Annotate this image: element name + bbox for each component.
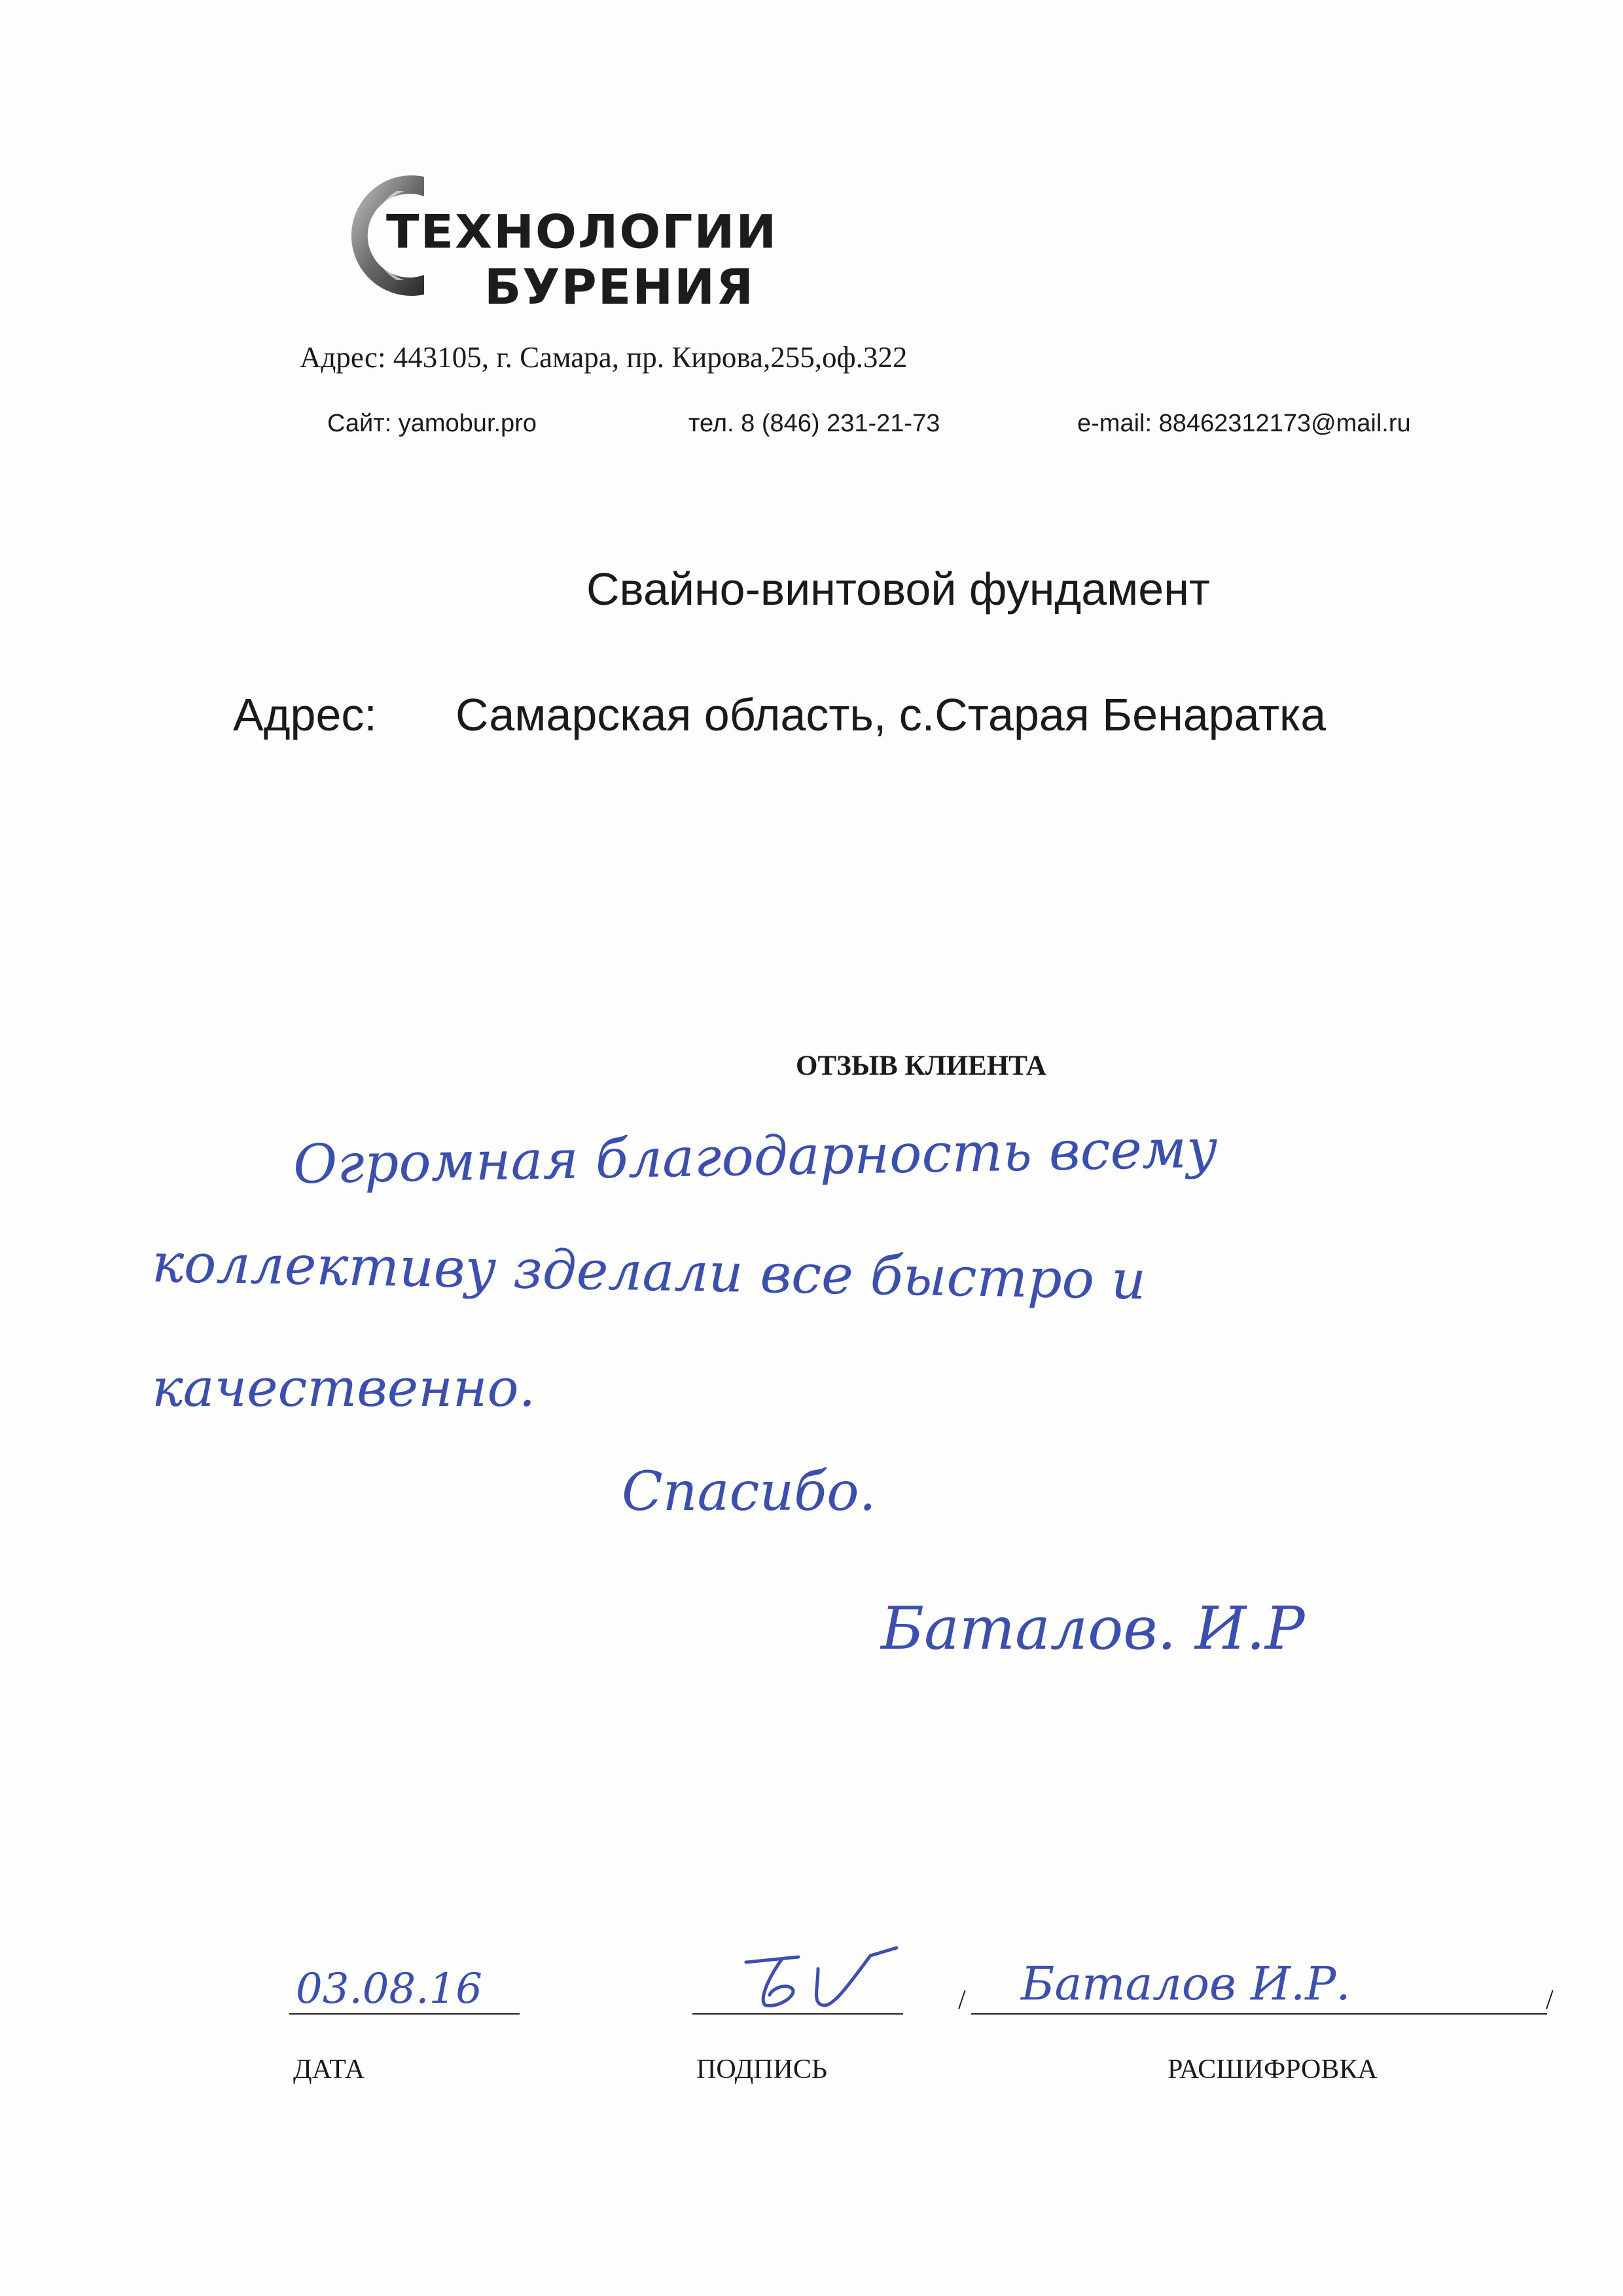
- logo-text-line1: ТЕХНОЛОГИИ: [386, 206, 778, 259]
- company-site: Сайт: yamobur.pro: [327, 410, 537, 437]
- logo-text-line2: БУРЕНИЯ: [484, 259, 755, 315]
- company-address: Адрес: 443105, г. Самара, пр. Кирова,255,оф.322: [300, 341, 908, 374]
- decoding-label: РАСШИФРОВКА: [1168, 2054, 1378, 2085]
- review-line-3: качественно.: [152, 1357, 536, 1418]
- slash-left: /: [958, 1985, 966, 2015]
- review-signature: Баталов. И.Р: [881, 1594, 1305, 1663]
- signature-label: ПОДПИСЬ: [696, 2054, 828, 2085]
- review-line-1: Огромная благодарность всему: [293, 1117, 1219, 1196]
- company-email: e-mail: 88462312173@mail.ru: [1077, 410, 1411, 437]
- review-line-2: коллективу зделали все быстро и: [151, 1232, 1147, 1312]
- object-address-value: Самарская область, с.Старая Бенаратка: [455, 689, 1327, 740]
- object-address-label: Адрес:: [233, 689, 377, 740]
- date-line: [289, 2013, 520, 2015]
- date-label: ДАТА: [293, 2054, 365, 2085]
- signature-line: [692, 2013, 903, 2015]
- review-line-4: Спасибо.: [622, 1461, 876, 1523]
- document-title: Свайно-винтовой фундамент: [586, 564, 1210, 615]
- review-heading: ОТЗЫВ КЛИЕНТА: [796, 1050, 1046, 1081]
- decoding-value: Баталов И.Р.: [1021, 1957, 1351, 2011]
- slash-right: /: [1546, 1985, 1554, 2015]
- signature-mark: [720, 1943, 916, 2015]
- decoding-line: [971, 2013, 1547, 2015]
- date-value: 03.08.16: [296, 1965, 482, 2013]
- company-phone: тел. 8 (846) 231-21-73: [688, 410, 940, 437]
